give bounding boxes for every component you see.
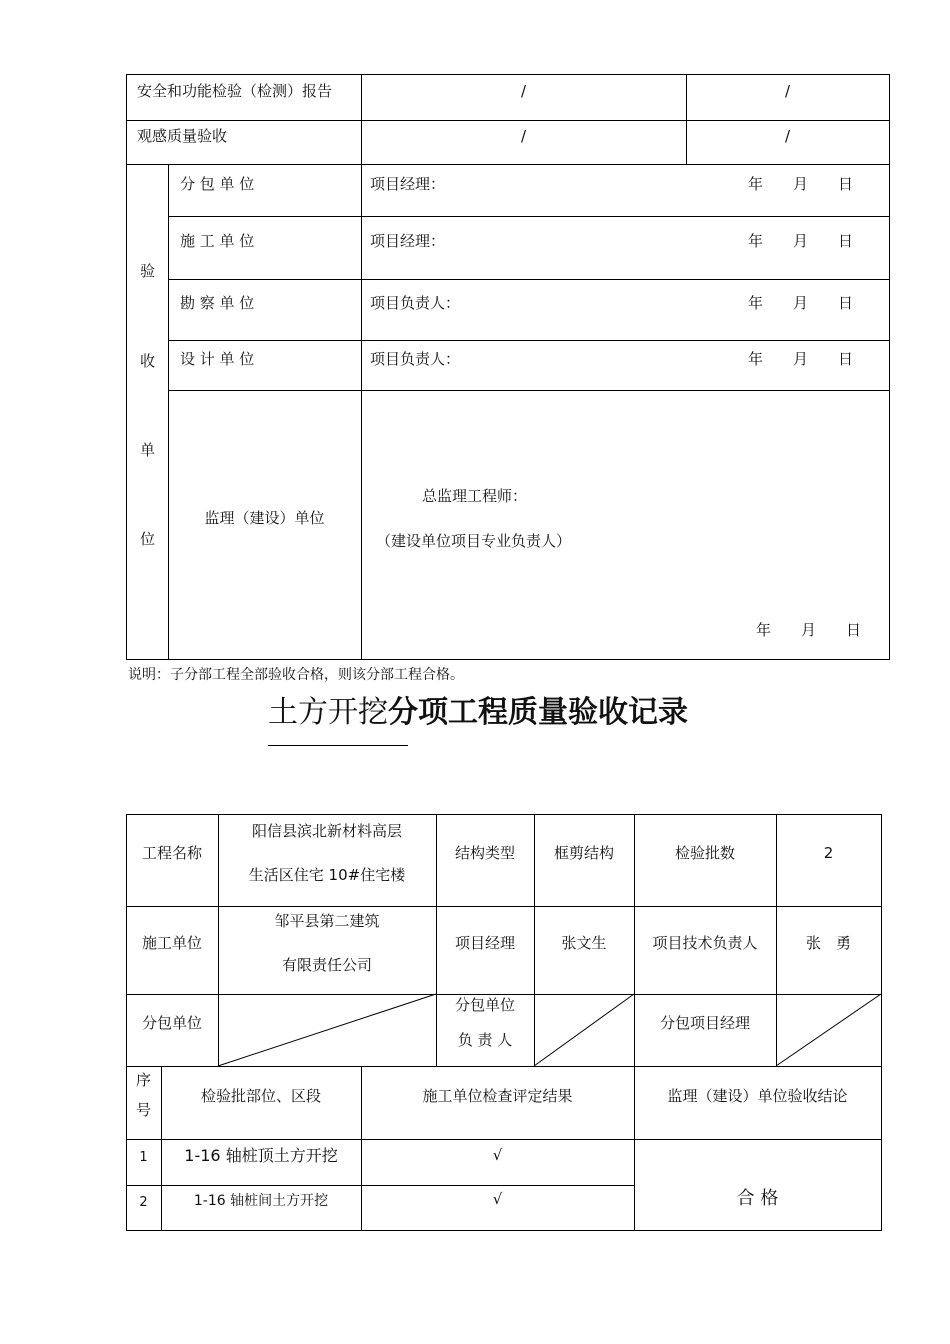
contractor-value-line2: 有限责任公司: [281, 956, 372, 974]
location-header: 检验批部位、区段: [200, 1087, 321, 1105]
row-result: √: [492, 1146, 503, 1164]
unit-name: 勘 察 单 位: [180, 294, 255, 312]
appearance-label: 观感质量验收: [137, 127, 228, 145]
title-main-part: 分项工程质量验收记录: [388, 695, 688, 730]
subcontractor-lead-label-line2: 负 责 人: [457, 1031, 513, 1049]
row-location: 1-16 轴桩间土方开挖: [193, 1193, 329, 1209]
unit-date: 年 月 日: [748, 294, 854, 312]
tech-lead-value: 张 勇: [805, 934, 851, 952]
unit-date: 年 月 日: [748, 232, 854, 250]
safety-report-label: 安全和功能检验（检测）报告: [137, 82, 333, 100]
unit-role: 项目负责人：: [370, 350, 461, 368]
project-name-label: 工程名称: [141, 844, 202, 862]
project-manager-label: 项目经理: [454, 934, 515, 952]
row-number: 2: [139, 1195, 148, 1210]
safety-report-value-1: /: [520, 82, 527, 100]
chief-engineer-label: 总监理工程师：: [422, 487, 528, 505]
supervision-unit-name: 监理（建设）单位: [204, 509, 325, 527]
side-label-char: 收: [140, 352, 156, 370]
row-location: 1-16 轴桩顶土方开挖: [184, 1146, 338, 1165]
unit-role: 项目负责人：: [370, 294, 461, 312]
row-result: √: [492, 1190, 503, 1208]
safety-report-value-2: /: [784, 82, 791, 100]
project-name-value-line1: 阳信县滨北新材料高层: [251, 822, 402, 840]
project-name-value-line2: 生活区住宅 10#住宅楼: [248, 866, 406, 884]
contractor-result-header: 施工单位检查评定结果: [422, 1087, 573, 1105]
structure-type-value: 框剪结构: [553, 844, 614, 862]
acceptance-conclusion: 合 格: [736, 1188, 779, 1209]
side-label-char: 验: [140, 262, 156, 280]
unit-name: 施 工 单 位: [180, 232, 255, 250]
footnote: 说明：子分部工程全部验收合格，则该分部工程合格。: [128, 667, 464, 683]
contractor-value-line1: 邹平县第二建筑: [274, 912, 380, 930]
structure-type-label: 结构类型: [454, 844, 515, 862]
supervision-date: 年 月 日: [756, 621, 862, 639]
contractor-label: 施工单位: [141, 934, 202, 952]
project-manager-value: 张文生: [561, 934, 607, 952]
appearance-value-2: /: [784, 127, 791, 145]
unit-date: 年 月 日: [748, 350, 854, 368]
side-label-char: 位: [140, 530, 156, 548]
batch-count-value: 2: [823, 844, 834, 862]
owner-rep-label: （建设单位项目专业负责人）: [376, 532, 572, 550]
seq-header-char: 号: [135, 1101, 151, 1119]
tech-lead-label: 项目技术负责人: [652, 934, 758, 952]
appearance-value-1: /: [520, 127, 527, 145]
subcontractor-label: 分包单位: [141, 1014, 202, 1032]
unit-name: 分 包 单 位: [180, 175, 255, 193]
unit-role: 项目经理：: [370, 232, 446, 250]
title-underlined-part: 土方开挖: [268, 695, 388, 730]
side-label-char: 单: [140, 441, 156, 459]
unit-role: 项目经理：: [370, 175, 446, 193]
supervisor-result-header: 监理（建设）单位验收结论: [667, 1087, 848, 1105]
unit-name: 设 计 单 位: [180, 350, 255, 368]
unit-date: 年 月 日: [748, 175, 854, 193]
seq-header-char: 序: [135, 1071, 151, 1089]
subcontractor-pm-label: 分包项目经理: [659, 1014, 750, 1032]
row-number: 1: [139, 1150, 148, 1165]
subcontractor-lead-label-line1: 分包单位: [454, 996, 515, 1014]
batch-count-label: 检验批数: [674, 844, 735, 862]
